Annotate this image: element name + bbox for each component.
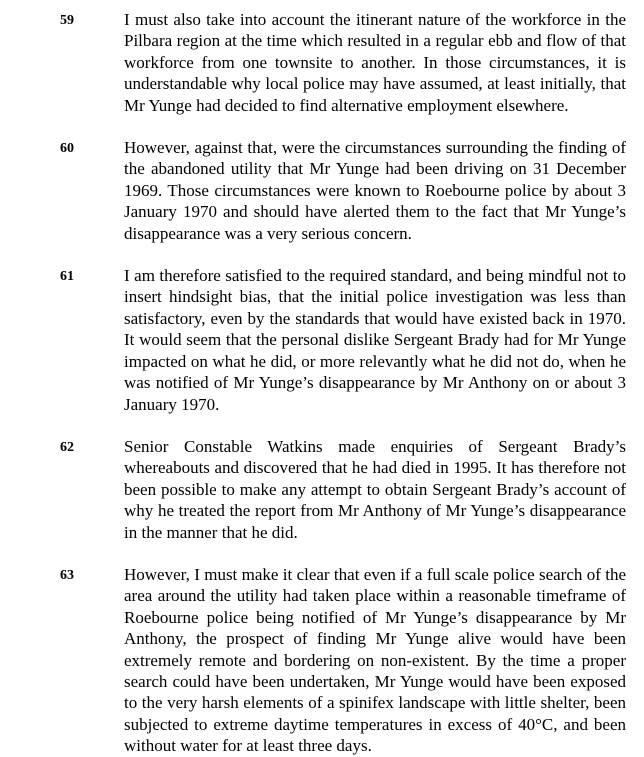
- paragraph-60: [0, 137, 626, 244]
- paragraph-number: 62: [60, 439, 74, 455]
- paragraph-number: 60: [60, 141, 74, 157]
- paragraph-text: I am therefore satisfied to the required standard, and being mindful not to insert hindsight bias, that the initial police investigation was less than satisfactory, even by the standards that would have existed back in 1970. It would seem that the personal dislike Sergeant Brady had for Mr Yunge impacted on what he did, or more relevantly what he did not do, when he was notified of Mr Yunge’s disappearance by Mr Anthony on or about 3 January 1970.: [124, 266, 626, 414]
- paragraph-text: I must also take into account the itinerant nature of the workforce in the Pilbara region at the time which resulted in a regular ebb and flow of that workforce from one townsite to another. In those circumstances, it is understandable why local police may have assumed, at least initially, that Mr Yunge had decided to find alternative employment elsewhere.: [124, 10, 626, 115]
- paragraph-number: 59: [60, 13, 74, 28]
- paragraph-number: 63: [60, 567, 74, 583]
- paragraph-text: Senior Constable Watkins made enquiries of Sergeant Brady’s whereabouts and discovered that he had died in 1995. It has therefore not been possible to make any attempt to obtain Sergeant Brady’s account of why he treated the report from Mr Anthony of Mr Yunge’s disappearance in the manner that he did.: [124, 436, 626, 542]
- paragraph-63: [0, 564, 626, 757]
- paragraph-59: [0, 9, 626, 116]
- paragraph-text: However, I must make it clear that even if a full scale police search of the area around the utility had taken place within a reasonable timeframe of Roebourne police being notified of Mr Yunge’s disappearance by Mr Anthony, the prospect of finding Mr Yunge alive would have been extremely remote and bordering on non-existent. By the time a proper search could have been undertaken, Mr Yunge would have been exposed to the very harsh elements of a spinifex landscape with little shelter, been subjected to extreme daytime temperatures in excess of 40°C, and been without water for at least three days.: [124, 564, 626, 756]
- paragraph-61: [0, 265, 626, 415]
- paragraph-62: [0, 436, 626, 543]
- paragraph-text: However, against that, were the circumstances surrounding the finding of the abandoned utility that Mr Yunge had been driving on 31 December 1969. Those circumstances were known to Roebourne police by about 3 January 1970 and should have alerted them to the fact that Mr Yunge’s disappearance was a very serious concern.: [124, 138, 626, 243]
- paragraph-number: 61: [60, 269, 74, 285]
